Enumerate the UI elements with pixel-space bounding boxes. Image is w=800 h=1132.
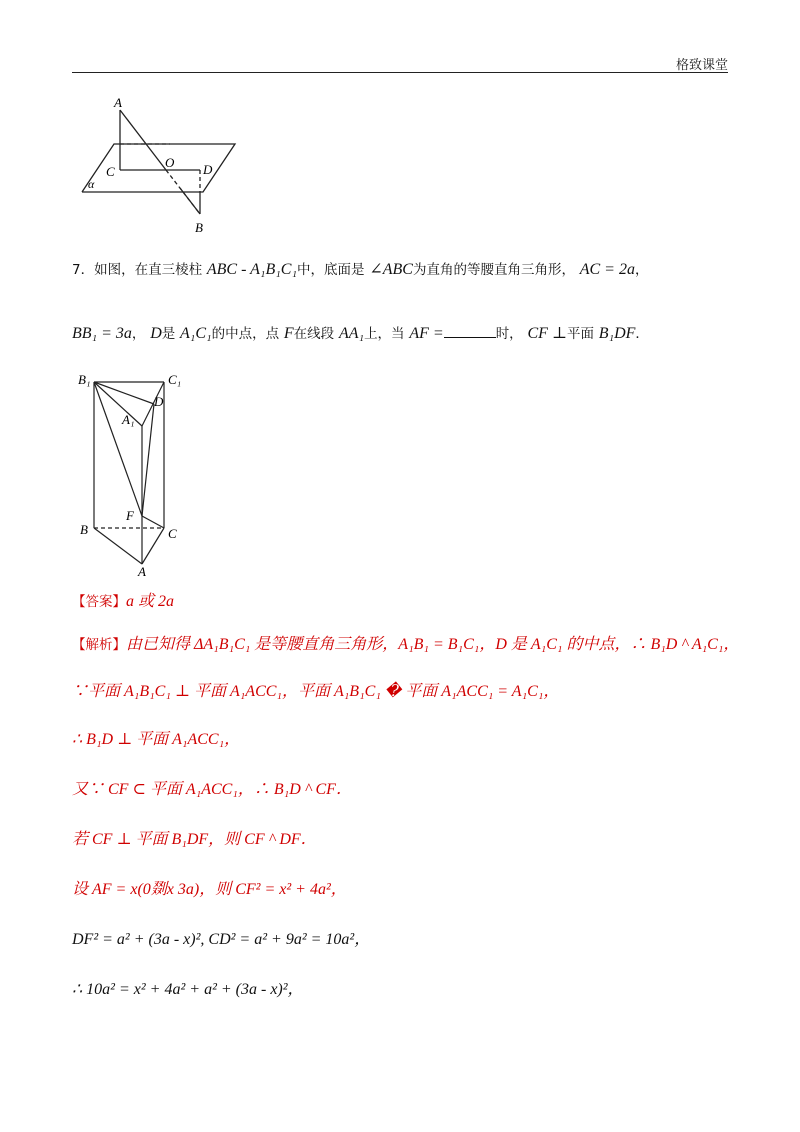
problem-text: 平面 (566, 326, 594, 342)
problem-text: 为直角的等腰直角三角形， (412, 262, 575, 278)
solution-line-2 (72, 680, 559, 703)
segment-fc (142, 516, 164, 528)
label-o: O (165, 155, 175, 170)
problem-text: 的中点，点 (211, 326, 280, 342)
edge-ba (94, 528, 142, 564)
figure-prism (72, 368, 202, 578)
header-rule (72, 72, 728, 73)
problem-text: 如图，在直三棱柱 (94, 262, 203, 278)
math-d: D (150, 325, 162, 342)
problem-text: 上，当 (364, 326, 405, 342)
label-a: A (114, 95, 122, 110)
label-b: B (195, 220, 203, 235)
solution-line-6 (72, 878, 347, 901)
math-bb1: BB₁ = 3a (72, 325, 132, 342)
edge-ca (142, 528, 164, 564)
solution-tag: 【解析】 (72, 637, 126, 653)
math-af: AF = (409, 325, 444, 342)
segment-b1d (94, 382, 154, 404)
math-a1c1: A₁C₁ (180, 325, 212, 342)
math-prism: ABC - A₁B₁C₁ (206, 261, 298, 278)
label-a: A (138, 564, 146, 578)
label-d: D (154, 394, 164, 409)
edge-b1a1 (94, 382, 142, 426)
label-a1: A₁ (122, 412, 135, 427)
problem-text: 中，底面是 (297, 262, 365, 278)
solution-text: ∴ B₁D ⊥ 平面 A₁ACC₁， (72, 731, 241, 748)
header-brand: 格致课堂 (675, 58, 728, 73)
solution-line-1 (72, 633, 739, 656)
solution-line-7 (72, 928, 370, 951)
problem-text: ． (635, 326, 649, 342)
segment-ao (120, 110, 166, 170)
problem-line-2 (72, 322, 649, 345)
answer-tag: 【答案】 (72, 594, 126, 610)
problem-number: 7． (72, 262, 95, 278)
label-d: D (203, 162, 213, 177)
answer-value: a 或 2a (126, 593, 175, 610)
segment-b1f (94, 382, 142, 516)
problem-line-1 (72, 258, 648, 281)
math-cf-perp: CF ⊥ (527, 325, 567, 342)
label-alpha: α (88, 177, 95, 191)
solution-text: DF² = a² + (3a - x)², CD² = a² + 9a² = 10a²， (72, 931, 371, 948)
math-f: F (283, 325, 294, 342)
label-c: C (106, 164, 115, 179)
answer-blank (444, 323, 496, 338)
solution-line-8 (72, 978, 304, 1001)
solution-text: ∵平面 A₁B₁C₁ ⊥ 平面 A₁ACC₁，平面 A₁B₁C₁ � 平面 A₁ACC₁ = A₁C₁， (72, 683, 560, 700)
label-c: C (168, 526, 177, 541)
label-b1: B₁ (78, 372, 91, 387)
problem-text: 是 (161, 326, 176, 342)
label-b: B (80, 522, 88, 537)
label-c1: C₁ (168, 372, 182, 387)
answer-line (72, 590, 174, 613)
problem-text: 时， (495, 326, 523, 342)
math-aa1: AA₁ (338, 325, 365, 342)
problem-text: ， (634, 262, 649, 278)
problem-text: ， (131, 326, 146, 342)
problem-text: 在线段 (293, 326, 335, 342)
math-ac: AC = 2a (579, 261, 635, 278)
solution-line-5 (72, 828, 317, 851)
solution-text: 又∵ CF ⊂ 平面 A₁ACC₁，∴ B₁D ^ CF． (72, 781, 352, 798)
solution-text: ∴ 10a² = x² + 4a² + a² + (3a - x)²， (72, 981, 304, 998)
math-b1df: B₁DF (598, 325, 636, 342)
math-angle: ∠ABC (369, 261, 413, 278)
solution-text: 由已知得 ΔA₁B₁C₁ 是等腰直角三角形，A₁B₁ = B₁C₁，D 是 A₁C₁ 的中点，∴ B₁D ^ A₁C₁， (126, 636, 740, 653)
figure-plane-line (70, 92, 250, 242)
solution-text: 若 CF ⊥ 平面 B₁DF，则 CF ^ DF． (72, 831, 317, 848)
solution-line-4 (72, 778, 352, 801)
segment-df (142, 404, 154, 516)
solution-text: 设 AF = x(0剟x 3a)，则 CF² = x² + 4a²， (72, 881, 347, 898)
solution-line-3 (72, 728, 240, 751)
label-f: F (126, 508, 134, 523)
